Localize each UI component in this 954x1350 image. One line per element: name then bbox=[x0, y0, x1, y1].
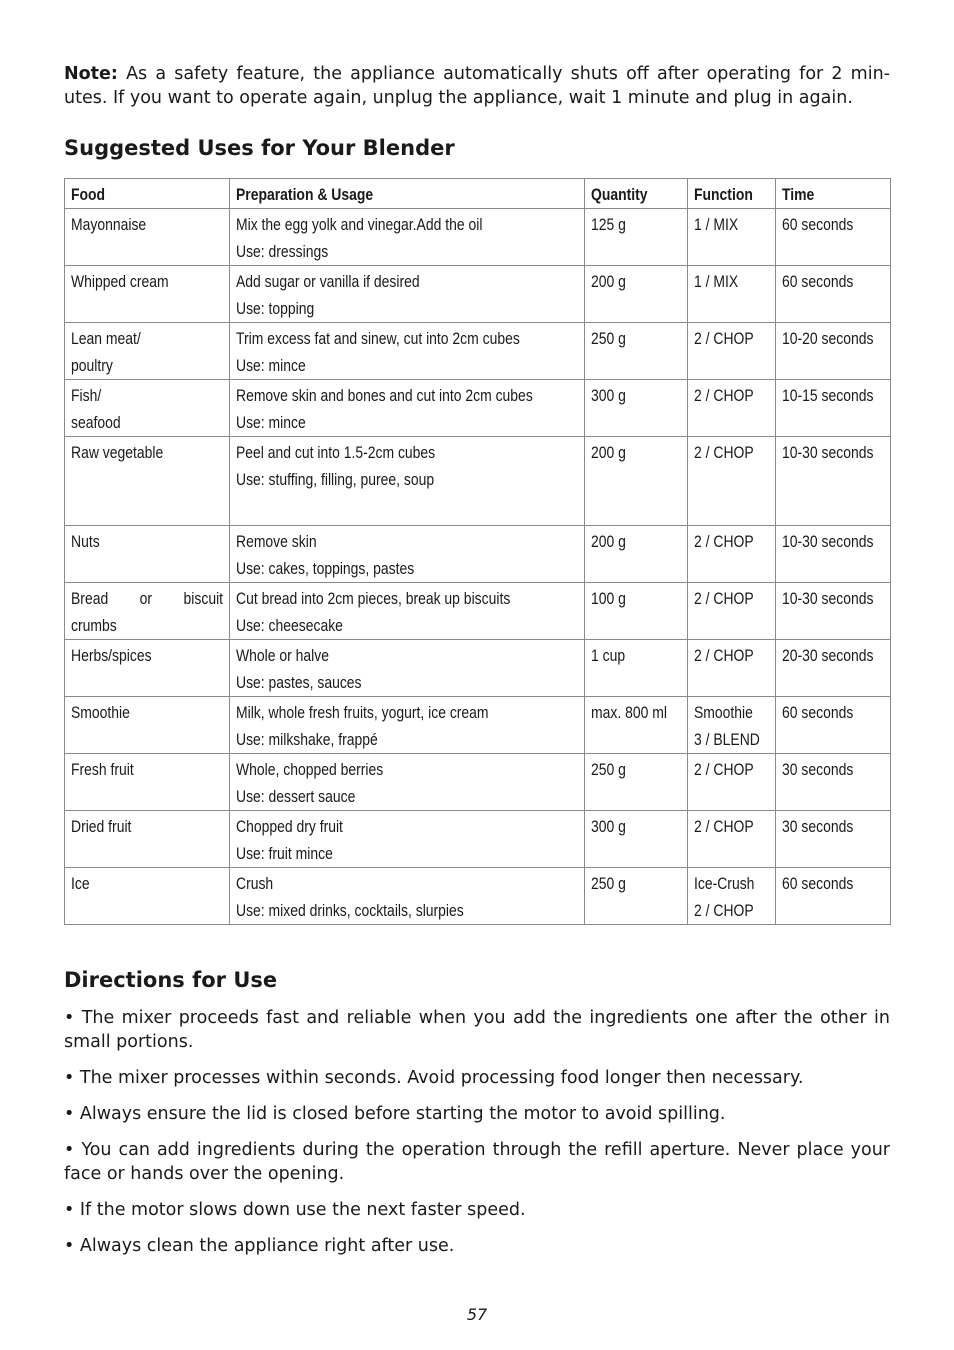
safety-note bbox=[64, 62, 890, 110]
function-cell: Ice-Crush 2 / CHOP bbox=[688, 868, 776, 925]
food-cell: Raw vegetable bbox=[65, 437, 230, 526]
directions-heading: Directions for Use bbox=[64, 968, 278, 992]
food-cell: Dried fruit bbox=[65, 811, 230, 868]
direction-item: • Always clean the appliance right after use. bbox=[64, 1236, 455, 1256]
table-row bbox=[65, 697, 891, 754]
time-cell: 10-30 seconds bbox=[776, 583, 891, 640]
food-cell: Fish/ seafood bbox=[65, 380, 230, 437]
table-row bbox=[65, 437, 891, 526]
direction-item: • The mixer processes within seconds. Avoid processing food longer then necessary. bbox=[64, 1068, 804, 1088]
preparation-cell: Milk, whole fresh fruits, yogurt, ice cream Use: milkshake, frappé bbox=[230, 697, 585, 754]
column-header-function: Function bbox=[688, 179, 776, 209]
quantity-cell: 250 g bbox=[585, 868, 688, 925]
preparation-cell: Chopped dry fruit Use: fruit mince bbox=[230, 811, 585, 868]
table-row bbox=[65, 868, 891, 925]
time-cell: 60 seconds bbox=[776, 697, 891, 754]
preparation-cell: Remove skin and bones and cut into 2cm cubes Use: mince bbox=[230, 380, 585, 437]
function-cell: 2 / CHOP bbox=[688, 583, 776, 640]
quantity-cell: 200 g bbox=[585, 266, 688, 323]
function-cell: 1 / MIX bbox=[688, 266, 776, 323]
directions-list bbox=[64, 1006, 890, 1270]
preparation-cell: Mix the egg yolk and vinegar.Add the oil Use: dressings bbox=[230, 209, 585, 266]
function-cell: 2 / CHOP bbox=[688, 323, 776, 380]
preparation-cell: Whole or halve Use: pastes, sauces bbox=[230, 640, 585, 697]
preparation-cell: Whole, chopped berries Use: dessert sauce bbox=[230, 754, 585, 811]
column-header-quantity: Quantity bbox=[585, 179, 688, 209]
function-cell: 2 / CHOP bbox=[688, 811, 776, 868]
time-cell: 60 seconds bbox=[776, 209, 891, 266]
table-row bbox=[65, 754, 891, 811]
time-cell: 10-30 seconds bbox=[776, 526, 891, 583]
suggested-uses-heading: Suggested Uses for Your Blender bbox=[64, 136, 455, 160]
note-text: As a safety feature, the appliance automatically shuts off after operating for 2 min- utes. If you want to operate again, unplug the appliance, wait 1 minute and plug in again. bbox=[64, 64, 890, 108]
time-cell: 30 seconds bbox=[776, 754, 891, 811]
table-row bbox=[65, 811, 891, 868]
direction-item: • You can add ingredients during the operation through the refill aperture. Never place your face or hands over the opening. bbox=[64, 1140, 890, 1184]
function-cell: 2 / CHOP bbox=[688, 437, 776, 526]
direction-item: • Always ensure the lid is closed before starting the motor to avoid spilling. bbox=[64, 1104, 726, 1124]
column-header-time: Time bbox=[776, 179, 891, 209]
quantity-cell: 200 g bbox=[585, 526, 688, 583]
time-cell: 60 seconds bbox=[776, 868, 891, 925]
food-cell: Smoothie bbox=[65, 697, 230, 754]
food-cell: Herbs/spices bbox=[65, 640, 230, 697]
preparation-cell: Remove skin Use: cakes, toppings, pastes bbox=[230, 526, 585, 583]
quantity-cell: 250 g bbox=[585, 754, 688, 811]
table-row bbox=[65, 209, 891, 266]
direction-item: • If the motor slows down use the next faster speed. bbox=[64, 1200, 526, 1220]
table-body bbox=[65, 209, 891, 925]
function-cell: 2 / CHOP bbox=[688, 754, 776, 811]
time-cell: 10-15 seconds bbox=[776, 380, 891, 437]
preparation-cell: Peel and cut into 1.5-2cm cubes Use: stuffing, filling, puree, soup bbox=[230, 437, 585, 526]
time-cell: 10-20 seconds bbox=[776, 323, 891, 380]
preparation-cell: Add sugar or vanilla if desired Use: topping bbox=[230, 266, 585, 323]
column-header-preparation: Preparation & Usage bbox=[230, 179, 585, 209]
food-cell: Lean meat/ poultry bbox=[65, 323, 230, 380]
quantity-cell: 300 g bbox=[585, 811, 688, 868]
table-header-row bbox=[65, 179, 891, 209]
table-row bbox=[65, 266, 891, 323]
food-cell: Fresh fruit bbox=[65, 754, 230, 811]
time-cell: 30 seconds bbox=[776, 811, 891, 868]
note-label: Note: bbox=[64, 64, 118, 84]
table-row bbox=[65, 380, 891, 437]
column-header-food: Food bbox=[65, 179, 230, 209]
table-row bbox=[65, 583, 891, 640]
function-cell: 1 / MIX bbox=[688, 209, 776, 266]
quantity-cell: 1 cup bbox=[585, 640, 688, 697]
time-cell: 20-30 seconds bbox=[776, 640, 891, 697]
food-cell: Bread or biscuit crumbs bbox=[65, 583, 230, 640]
suggested-uses-table bbox=[64, 178, 891, 925]
preparation-cell: Crush Use: mixed drinks, cocktails, slurpies bbox=[230, 868, 585, 925]
food-cell: Ice bbox=[65, 868, 230, 925]
quantity-cell: 250 g bbox=[585, 323, 688, 380]
preparation-cell: Cut bread into 2cm pieces, break up biscuits Use: cheesecake bbox=[230, 583, 585, 640]
food-cell: Whipped cream bbox=[65, 266, 230, 323]
food-cell: Mayonnaise bbox=[65, 209, 230, 266]
quantity-cell: 200 g bbox=[585, 437, 688, 526]
time-cell: 10-30 seconds bbox=[776, 437, 891, 526]
table-row bbox=[65, 323, 891, 380]
time-cell: 60 seconds bbox=[776, 266, 891, 323]
quantity-cell: max. 800 ml bbox=[585, 697, 688, 754]
function-cell: 2 / CHOP bbox=[688, 380, 776, 437]
table-row bbox=[65, 640, 891, 697]
quantity-cell: 125 g bbox=[585, 209, 688, 266]
food-cell: Nuts bbox=[65, 526, 230, 583]
page-number: 57 bbox=[466, 1305, 488, 1324]
direction-item: • The mixer proceeds fast and reliable when you add the ingredients one after the other in small portions. bbox=[64, 1008, 890, 1052]
function-cell: Smoothie 3 / BLEND bbox=[688, 697, 776, 754]
function-cell: 2 / CHOP bbox=[688, 526, 776, 583]
table-row bbox=[65, 526, 891, 583]
quantity-cell: 300 g bbox=[585, 380, 688, 437]
function-cell: 2 / CHOP bbox=[688, 640, 776, 697]
preparation-cell: Trim excess fat and sinew, cut into 2cm cubes Use: mince bbox=[230, 323, 585, 380]
quantity-cell: 100 g bbox=[585, 583, 688, 640]
